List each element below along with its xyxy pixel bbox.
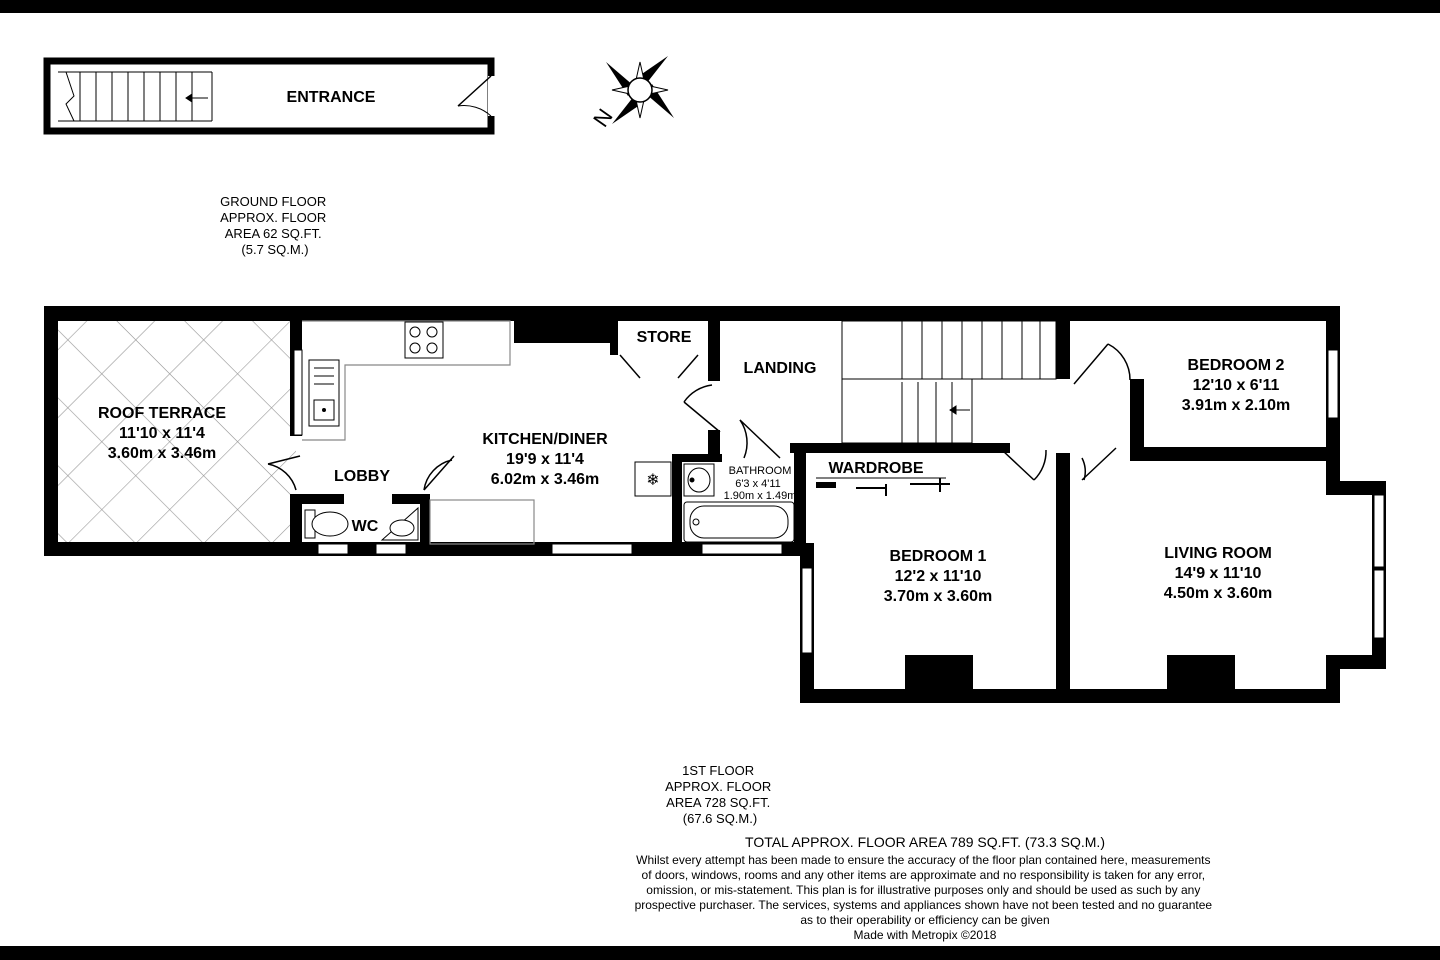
bottom-border bbox=[0, 946, 1440, 960]
metropix-credit: Made with Metropix ©2018 bbox=[853, 928, 997, 942]
ground-area-line-2: APPROX. FLOOR bbox=[220, 210, 327, 225]
kitchen-sink-icon bbox=[309, 360, 339, 426]
bedroom2-imperial: 12'10 x 6'11 bbox=[1192, 377, 1280, 394]
landing-name: LANDING bbox=[743, 360, 817, 377]
disclaimer-line-5: as to their operability or efficiency can be given bbox=[800, 913, 1050, 927]
first-area-line-3: AREA 728 SQ.FT. bbox=[666, 795, 771, 810]
living-room-metric: 4.50m x 3.60m bbox=[1163, 585, 1273, 602]
roof-terrace-metric: 3.60m x 3.46m bbox=[107, 445, 217, 462]
toilet-icon bbox=[305, 510, 348, 538]
living-room-imperial: 14'9 x 11'10 bbox=[1174, 565, 1262, 582]
first-floor-area bbox=[665, 763, 775, 826]
bedroom1-name: BEDROOM 1 bbox=[889, 548, 987, 565]
wardrobe-name: WARDROBE bbox=[828, 460, 924, 477]
first-floor-plan bbox=[44, 306, 1386, 703]
ground-floor-plan bbox=[47, 61, 496, 257]
store-name: STORE bbox=[636, 329, 692, 346]
lobby-name: LOBBY bbox=[334, 468, 390, 485]
disclaimer-line-1: Whilst every attempt has been made to ensure the accuracy of the floor plan contained here, measurements bbox=[636, 853, 1211, 867]
roof-terrace-imperial: 11'10 x 11'4 bbox=[119, 425, 205, 442]
bedroom1-imperial: 12'2 x 11'10 bbox=[894, 568, 982, 585]
living-room-name: LIVING ROOM bbox=[1164, 545, 1272, 562]
compass-north-label: N bbox=[588, 104, 618, 132]
disclaimer bbox=[635, 853, 1216, 927]
kitchen-name: KITCHEN/DINER bbox=[482, 431, 608, 448]
bedroom1-metric: 3.70m x 3.60m bbox=[883, 588, 993, 605]
landing-stairs bbox=[842, 321, 1056, 443]
bath-icon bbox=[684, 502, 794, 542]
disclaimer-line-4: prospective purchaser. The services, systems and appliances shown have not been tested and no guarantee bbox=[634, 898, 1213, 912]
ground-area-line-1: GROUND FLOOR bbox=[220, 194, 327, 209]
disclaimer-line-2: of doors, windows, rooms and any other items are approximate and no responsibility is taken for any error, bbox=[641, 868, 1206, 882]
ground-area-line-4: (5.7 SQ.M.) bbox=[241, 242, 309, 257]
first-area-line-4: (67.6 SQ.M.) bbox=[682, 811, 758, 826]
svg-text:❄: ❄ bbox=[646, 472, 660, 489]
first-area-line-1: 1ST FLOOR bbox=[682, 763, 755, 778]
bathroom-name: BATHROOM bbox=[728, 465, 792, 477]
wc-name: WC bbox=[351, 518, 379, 535]
kitchen-imperial: 19'9 x 11'4 bbox=[506, 451, 584, 468]
hob-icon bbox=[405, 322, 443, 358]
first-area-line-2: APPROX. FLOOR bbox=[665, 779, 772, 794]
top-border bbox=[0, 0, 1440, 13]
ground-floor-area bbox=[220, 194, 330, 257]
bathroom-metric: 1.90m x 1.49m bbox=[723, 490, 797, 502]
bedroom2-metric: 3.91m x 2.10m bbox=[1181, 397, 1291, 414]
wc-basin-icon bbox=[382, 508, 418, 540]
basin-icon bbox=[684, 464, 714, 496]
kitchen-metric: 6.02m x 3.46m bbox=[490, 471, 600, 488]
disclaimer-line-3: omission, or mis-statement. This plan is for illustrative purposes only and should be used as such by any bbox=[646, 883, 1201, 897]
total-floor-area: TOTAL APPROX. FLOOR AREA 789 SQ.FT. (73.3 SQ.M.) bbox=[745, 834, 1105, 850]
compass-icon bbox=[606, 56, 674, 124]
fridge-freezer-icon bbox=[635, 462, 671, 496]
entrance-label: ENTRANCE bbox=[286, 89, 376, 106]
bedroom2-name: BEDROOM 2 bbox=[1187, 357, 1285, 374]
bathroom-imperial: 6'3 x 4'11 bbox=[735, 478, 781, 490]
roof-terrace-name: ROOF TERRACE bbox=[98, 405, 226, 422]
ground-area-line-3: AREA 62 SQ.FT. bbox=[224, 226, 322, 241]
